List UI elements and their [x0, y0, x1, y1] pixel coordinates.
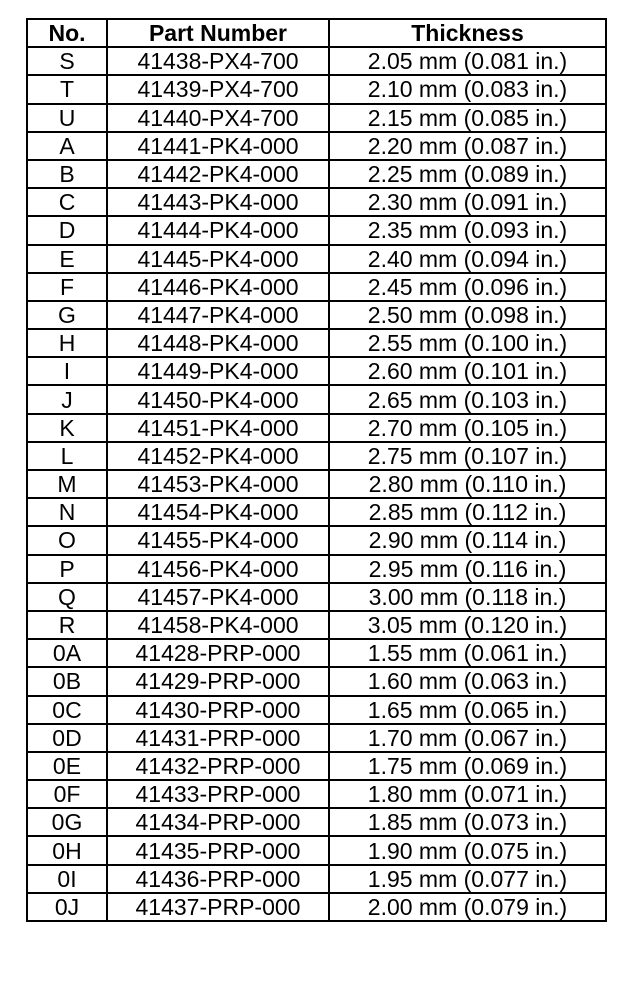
cell-part-number: 41442-PK4-000	[107, 160, 329, 188]
table-row	[27, 752, 606, 780]
cell-part-number: 41439-PX4-700	[107, 75, 329, 103]
cell-thickness: 2.75 mm (0.107 in.)	[329, 442, 606, 470]
cell-no: H	[27, 329, 107, 357]
table-row	[27, 132, 606, 160]
cell-thickness: 2.90 mm (0.114 in.)	[329, 526, 606, 554]
table-row	[27, 808, 606, 836]
cell-thickness: 2.05 mm (0.081 in.)	[329, 47, 606, 75]
cell-thickness: 1.55 mm (0.061 in.)	[329, 639, 606, 667]
table-row	[27, 104, 606, 132]
table-row	[27, 329, 606, 357]
table-row	[27, 865, 606, 893]
table-row	[27, 160, 606, 188]
cell-thickness: 1.65 mm (0.065 in.)	[329, 696, 606, 724]
header-no: No.	[27, 19, 107, 47]
table-row	[27, 385, 606, 413]
table-row	[27, 245, 606, 273]
cell-part-number: 41455-PK4-000	[107, 526, 329, 554]
cell-thickness: 2.45 mm (0.096 in.)	[329, 273, 606, 301]
cell-no: I	[27, 357, 107, 385]
cell-no: O	[27, 526, 107, 554]
cell-part-number: 41432-PRP-000	[107, 752, 329, 780]
shim-table-container	[26, 18, 605, 922]
cell-thickness: 2.80 mm (0.110 in.)	[329, 470, 606, 498]
cell-no: 0E	[27, 752, 107, 780]
cell-part-number: 41441-PK4-000	[107, 132, 329, 160]
table-row	[27, 555, 606, 583]
cell-thickness: 1.85 mm (0.073 in.)	[329, 808, 606, 836]
table-row	[27, 780, 606, 808]
cell-part-number: 41430-PRP-000	[107, 696, 329, 724]
cell-no: D	[27, 216, 107, 244]
table-row	[27, 357, 606, 385]
cell-thickness: 1.90 mm (0.075 in.)	[329, 836, 606, 864]
cell-no: U	[27, 104, 107, 132]
cell-no: C	[27, 188, 107, 216]
cell-thickness: 2.30 mm (0.091 in.)	[329, 188, 606, 216]
table-row	[27, 47, 606, 75]
cell-thickness: 2.55 mm (0.100 in.)	[329, 329, 606, 357]
cell-part-number: 41447-PK4-000	[107, 301, 329, 329]
cell-thickness: 2.85 mm (0.112 in.)	[329, 498, 606, 526]
cell-part-number: 41436-PRP-000	[107, 865, 329, 893]
cell-no: N	[27, 498, 107, 526]
cell-no: Q	[27, 583, 107, 611]
cell-part-number: 41454-PK4-000	[107, 498, 329, 526]
cell-thickness: 1.70 mm (0.067 in.)	[329, 724, 606, 752]
cell-part-number: 41431-PRP-000	[107, 724, 329, 752]
cell-part-number: 41440-PX4-700	[107, 104, 329, 132]
cell-thickness: 2.60 mm (0.101 in.)	[329, 357, 606, 385]
shim-thickness-table	[26, 18, 607, 922]
table-row	[27, 893, 606, 921]
table-row	[27, 667, 606, 695]
table-row	[27, 216, 606, 244]
cell-no: F	[27, 273, 107, 301]
cell-thickness: 2.20 mm (0.087 in.)	[329, 132, 606, 160]
cell-no: J	[27, 385, 107, 413]
header-thickness: Thickness	[329, 19, 606, 47]
cell-thickness: 2.25 mm (0.089 in.)	[329, 160, 606, 188]
cell-part-number: 41443-PK4-000	[107, 188, 329, 216]
table-row	[27, 526, 606, 554]
cell-thickness: 1.95 mm (0.077 in.)	[329, 865, 606, 893]
cell-part-number: 41428-PRP-000	[107, 639, 329, 667]
cell-no: B	[27, 160, 107, 188]
cell-no: 0H	[27, 836, 107, 864]
header-row	[27, 19, 606, 47]
cell-no: 0J	[27, 893, 107, 921]
cell-no: 0D	[27, 724, 107, 752]
cell-part-number: 41429-PRP-000	[107, 667, 329, 695]
table-row	[27, 639, 606, 667]
cell-no: A	[27, 132, 107, 160]
cell-part-number: 41448-PK4-000	[107, 329, 329, 357]
cell-part-number: 41435-PRP-000	[107, 836, 329, 864]
table-row	[27, 836, 606, 864]
cell-part-number: 41438-PX4-700	[107, 47, 329, 75]
cell-part-number: 41434-PRP-000	[107, 808, 329, 836]
cell-thickness: 3.00 mm (0.118 in.)	[329, 583, 606, 611]
cell-no: K	[27, 414, 107, 442]
table-row	[27, 273, 606, 301]
table-row	[27, 188, 606, 216]
cell-thickness: 2.15 mm (0.085 in.)	[329, 104, 606, 132]
cell-thickness: 1.60 mm (0.063 in.)	[329, 667, 606, 695]
cell-thickness: 1.75 mm (0.069 in.)	[329, 752, 606, 780]
cell-thickness: 3.05 mm (0.120 in.)	[329, 611, 606, 639]
table-row	[27, 611, 606, 639]
cell-part-number: 41433-PRP-000	[107, 780, 329, 808]
table-row	[27, 442, 606, 470]
table-row	[27, 414, 606, 442]
cell-part-number: 41445-PK4-000	[107, 245, 329, 273]
table-row	[27, 696, 606, 724]
cell-no: 0I	[27, 865, 107, 893]
cell-thickness: 1.80 mm (0.071 in.)	[329, 780, 606, 808]
cell-no: S	[27, 47, 107, 75]
cell-thickness: 2.70 mm (0.105 in.)	[329, 414, 606, 442]
table-row	[27, 470, 606, 498]
cell-no: 0F	[27, 780, 107, 808]
cell-part-number: 41458-PK4-000	[107, 611, 329, 639]
cell-part-number: 41451-PK4-000	[107, 414, 329, 442]
cell-part-number: 41453-PK4-000	[107, 470, 329, 498]
cell-no: T	[27, 75, 107, 103]
cell-thickness: 2.50 mm (0.098 in.)	[329, 301, 606, 329]
cell-part-number: 41457-PK4-000	[107, 583, 329, 611]
cell-part-number: 41450-PK4-000	[107, 385, 329, 413]
cell-thickness: 2.35 mm (0.093 in.)	[329, 216, 606, 244]
cell-no: E	[27, 245, 107, 273]
cell-part-number: 41449-PK4-000	[107, 357, 329, 385]
cell-part-number: 41444-PK4-000	[107, 216, 329, 244]
table-row	[27, 583, 606, 611]
cell-no: P	[27, 555, 107, 583]
cell-thickness: 2.40 mm (0.094 in.)	[329, 245, 606, 273]
cell-no: 0G	[27, 808, 107, 836]
header-part-number: Part Number	[107, 19, 329, 47]
cell-thickness: 2.10 mm (0.083 in.)	[329, 75, 606, 103]
cell-no: G	[27, 301, 107, 329]
cell-no: 0C	[27, 696, 107, 724]
table-row	[27, 75, 606, 103]
table-row	[27, 724, 606, 752]
table-body	[27, 47, 606, 921]
table-row	[27, 498, 606, 526]
cell-thickness: 2.00 mm (0.079 in.)	[329, 893, 606, 921]
cell-thickness: 2.95 mm (0.116 in.)	[329, 555, 606, 583]
table-header	[27, 19, 606, 47]
cell-no: L	[27, 442, 107, 470]
cell-part-number: 41446-PK4-000	[107, 273, 329, 301]
cell-part-number: 41437-PRP-000	[107, 893, 329, 921]
cell-thickness: 2.65 mm (0.103 in.)	[329, 385, 606, 413]
cell-part-number: 41456-PK4-000	[107, 555, 329, 583]
cell-no: R	[27, 611, 107, 639]
cell-no: 0B	[27, 667, 107, 695]
table-row	[27, 301, 606, 329]
cell-no: M	[27, 470, 107, 498]
cell-part-number: 41452-PK4-000	[107, 442, 329, 470]
cell-no: 0A	[27, 639, 107, 667]
